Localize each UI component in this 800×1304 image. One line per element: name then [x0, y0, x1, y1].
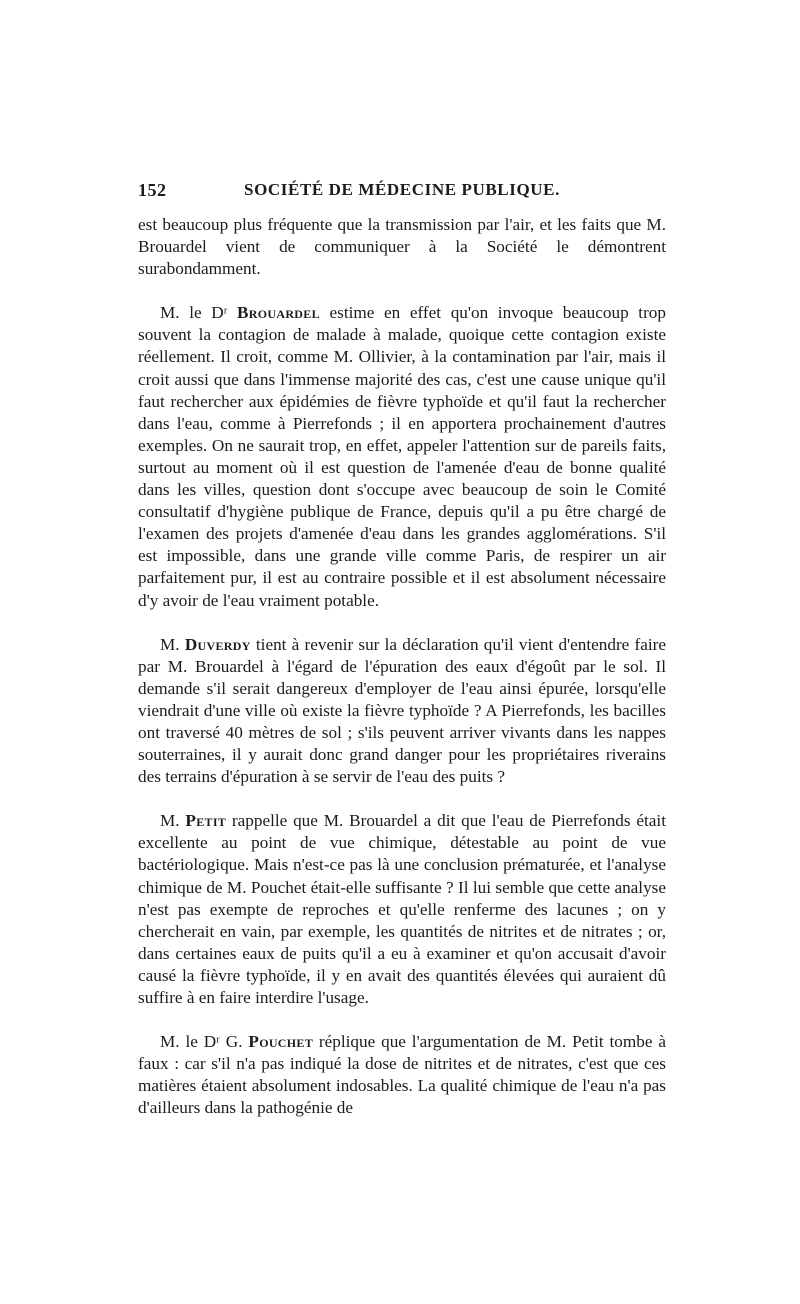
speaker-prefix: M.	[160, 811, 186, 831]
speaker-prefix: M. le Dʳ G.	[160, 1032, 249, 1052]
speaker-name: Duverdy	[184, 634, 251, 654]
paragraph-pouchet	[138, 1031, 666, 1119]
running-title: SOCIÉTÉ DE MÉDECINE PUBLIQUE.	[244, 180, 560, 199]
speaker-name: Petit	[185, 811, 227, 831]
paragraph-brouardel	[138, 302, 666, 611]
paragraph-continuation	[138, 214, 666, 280]
paragraph-text: rappelle que M. Brouardel a dit que l'eau de Pierrefonds était excellente au point de vue chimique, détestable au point de vue bactériologique. Mais n'est-ce pas là une conclusion prématurée, et l'analyse chimique de M. Pouchet était-elle suffisante ? Il lui semble que cette analyse n'est pas exempte de reproches et qu'elle renferme des lacunes ; on y chercherait en vain, par exemple, les quantités de nitrites et de nitrates ; or, dans certaines eaux de puits qu'il a eu à examiner et qu'on accusait d'avoir causé la fièvre typhoïde, il y en avait des quantités élevées qui auraient dû suffire à en faire interdire l'usage.	[138, 811, 666, 1007]
paragraph-text: tient à revenir sur la déclaration qu'il vient d'entendre faire par M. Brouardel à l'égard de l'épuration des eaux d'égoût par le sol. Il demande s'il serait dangereux d'employer de l'eau ainsi épurée, lorsqu'elle viendrait d'une ville où existe la fièvre typhoïde ? A Pierrefonds, les bacilles ont traversé 40 mètres de sol ; s'ils peuvent arriver vivants dans les nappes souterraines, il y aurait donc grand danger pour les propriétaires riverains des terrains d'épuration à se servir de l'eau des puits ?	[138, 634, 666, 787]
paragraph-text: est beaucoup plus fréquente que la transmission par l'air, et les faits que M. Brouardel vient de communiquer à la Société le démontrent surabondamment.	[138, 215, 666, 279]
body-text	[138, 214, 666, 1119]
paragraph-text: estime en effet qu'on invoque beaucoup trop souvent la contagion de malade à malade, quoique cette contagion existe réellement. Il croit, comme M. Ollivier, à la contamination par l'air, mais il croit aussi que dans l'immense majorité des cas, c'est une cause unique qu'il faut rechercher aux épidémies de fièvre typhoïde et qu'il faut la rechercher dans l'eau, comme à Pierrefonds ; il en apportera prochainement d'autres exemples. On ne saurait trop, en effet, appeler l'attention sur de pareils faits, surtout au moment où il est question de l'amenée d'eau de bonne qualité dans les villes, question dont s'occupe avec beaucoup de soin le Comité consultatif d'hygiène publique de France, depuis qu'il a pu être chargé de l'examen des projets d'amenée d'eau dans les grandes agglomérations. S'il est impossible, dans une grande ville comme Paris, de respirer un air parfaitement pur, il est au contraire possible et il est absolument nécessaire d'y avoir de l'eau vraiment potable.	[138, 303, 666, 610]
speaker-prefix: M. le Dʳ	[160, 303, 238, 323]
speaker-name: Brouardel	[237, 303, 320, 323]
page-number: 152	[138, 180, 167, 200]
running-header	[138, 180, 666, 206]
paragraph-duverdy	[138, 634, 666, 789]
speaker-name: Pouchet	[248, 1032, 314, 1052]
speaker-prefix: M.	[160, 634, 185, 654]
paragraph-text: réplique que l'argumentation de M. Petit tombe à faux : car s'il n'a pas indiqué la dose de nitrites et de nitrates, c'est que ces matières étaient absolument indosables. La qualité chimique de l'eau n'a pas d'ailleurs dans la pathogénie de	[138, 1032, 666, 1118]
paragraph-petit	[138, 810, 666, 1009]
